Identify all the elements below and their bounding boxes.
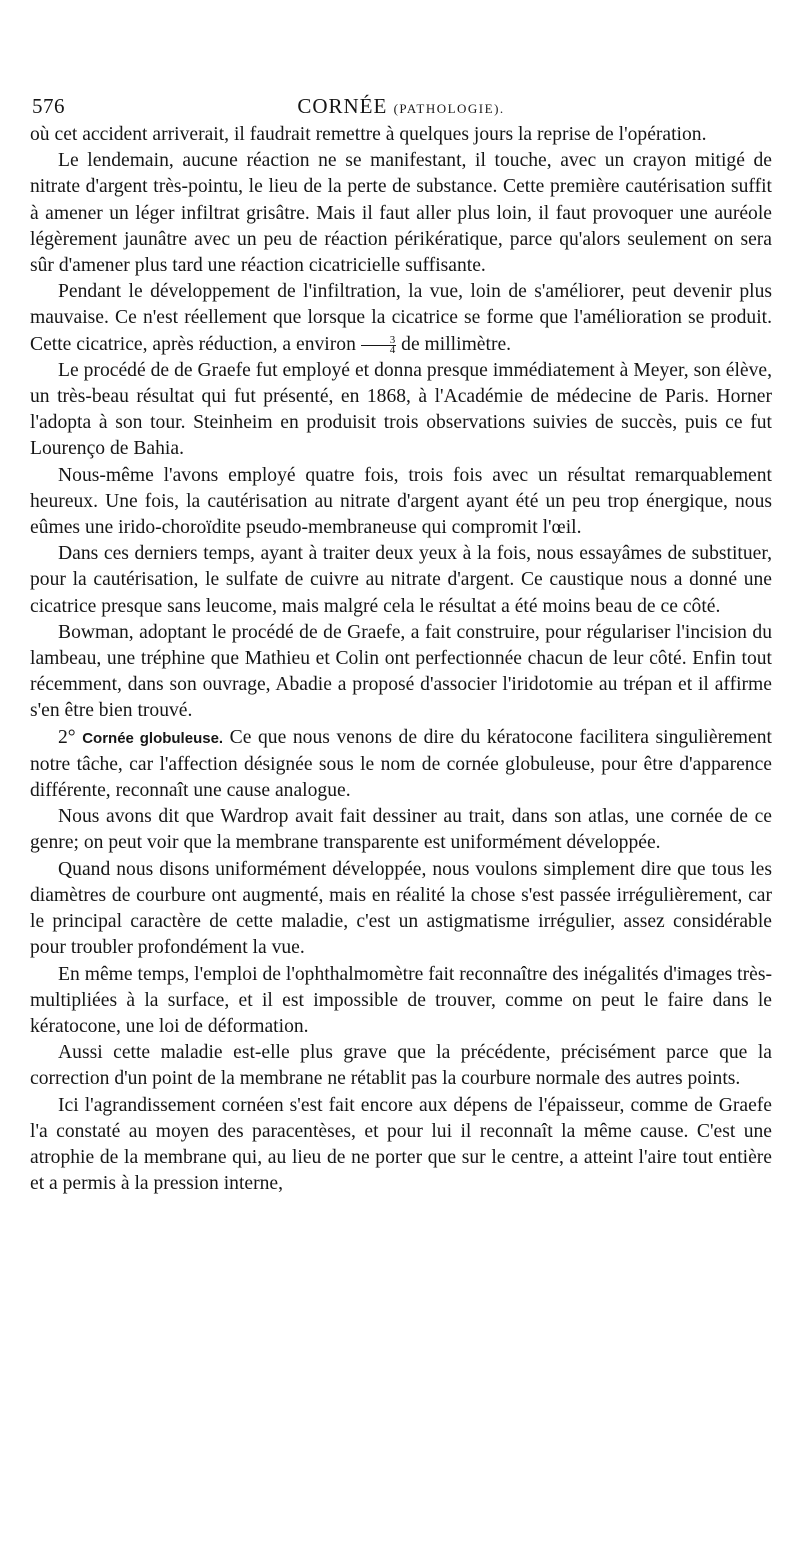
section-heading: Cornée globuleuse.	[82, 729, 224, 747]
paragraph	[30, 725, 772, 805]
paragraph: Dans ces derniers temps, ayant à traiter deux yeux à la fois, nous essayâmes de substituer, pour la cautérisation, le sulfate de cuivre au nitrate d'argent. Ce caustique nous a donné une cicatrice presque sans leucome, mais malgré cela le résultat a été moins beau de ce côté.	[30, 543, 772, 617]
paragraph: Ici l'agrandissement cornéen s'est fait encore aux dépens de l'épaisseur, comme de Graefe l'a constaté au moyen des paracentèses, et pour lui il reconnaît la même cause. C'est une atrophie de la membrane qui, au lieu de ne porter que sur le centre, a atteint l'aire tout entière et a permis à la pression interne,	[30, 1094, 772, 1195]
paragraph: Le procédé de de Graefe fut employé et donna presque immédiatement à Meyer, son élève, un très-beau résultat qui fut présenté, en 1868, à l'Académie de médecine de Paris. Horner l'adopta à son tour. Steinheim en produisit trois observations suivies de succès, puis ce fut Lourenço de Bahia.	[30, 359, 772, 460]
paragraph: Nous-même l'avons employé quatre fois, trois fois avec un résultat remarquablement heureux. Une fois, la cautérisation au nitrate d'argent ayant été un peu trop énergique, nous eûmes une irido-choroïdite pseudo-membraneuse qui compromit l'œil.	[30, 464, 772, 539]
body-text	[30, 122, 772, 1197]
paragraph: Le lendemain, aucune réaction ne se manifestant, il touche, avec un crayon mitigé de nitrate d'argent très-pointu, le lieu de la perte de substance. Cette première cautérisation suffit à amener un léger infiltrat grisâtre. Mais il faut aller plus loin, il faut provoquer une auréole légèrement jaunâtre avec un peu de réaction périkératique, parce qu'alors seulement on sera sûr d'amener plus tard une réaction cicatricielle suffisante.	[30, 150, 772, 277]
running-title	[30, 94, 772, 119]
paragraph-text: Ce que nous venons de dire du kératocone facilitera singulièrement notre tâche, car l'affection désignée sous le nom de cornée globuleuse, pour être d'apparence différente, reconnaît une cause analogue.	[30, 726, 772, 802]
paragraph: Aussi cette maladie est-elle plus grave que la précédente, précisément parce que la correction d'un point de la membrane ne rétablit pas la courbure normale des autres points.	[30, 1042, 772, 1090]
fraction	[361, 333, 397, 356]
paragraph: où cet accident arriverait, il faudrait remettre à quelques jours la reprise de l'opération.	[30, 124, 707, 145]
section-number: 2°	[58, 726, 76, 748]
fraction-denominator: 4	[389, 343, 396, 356]
page-number: 576	[32, 94, 65, 118]
book-page	[30, 88, 772, 1197]
paragraph: Bowman, adoptant le procédé de de Graefe, a fait construire, pour régulariser l'incision du lambeau, une tréphine que Mathieu et Colin ont perfectionnée chacun de leur côté. Enfin tout récemment, dans son ouvrage, Abadie a proposé d'associer l'iridotomie au trépan et il affirme s'en être bien trouvé.	[30, 621, 772, 722]
running-title-main: CORNÉE	[297, 94, 388, 118]
fraction-numerator: 3	[361, 336, 397, 346]
paragraph-text: de millimètre.	[396, 333, 512, 355]
paragraph: Nous avons dit que Wardrop avait fait dessiner au trait, dans son atlas, une cornée de ce genre; on peut voir que la membrane transparente est uniformément développée.	[30, 806, 772, 854]
paragraph	[30, 279, 772, 358]
paragraph: En même temps, l'emploi de l'ophthalmomètre fait reconnaître des inégalités d'images très-multipliées à la surface, et il est impossible de trouver, comme on peut le faire dans le kératocone, une loi de déformation.	[30, 963, 772, 1037]
paragraph: Quand nous disons uniformément développée, nous voulons simplement dire que tous les diamètres de courbure ont augmenté, mais en réalité la chose s'est passée irrégulièrement, car le principal caractère de cette maladie, c'est un astigmatisme irrégulier, assez considérable pour troubler profondément la vue.	[30, 858, 772, 959]
running-header	[30, 88, 772, 122]
running-title-sub: (PATHOLOGIE).	[393, 101, 505, 116]
paragraph-text: Pendant le développement de l'infiltration, la vue, loin de s'améliorer, peut devenir plus mauvaise. Ce n'est réellement que lorsque la cicatrice se forme que l'amélioration se produit. Cette cicatrice, après réduction, a environ	[30, 281, 772, 355]
